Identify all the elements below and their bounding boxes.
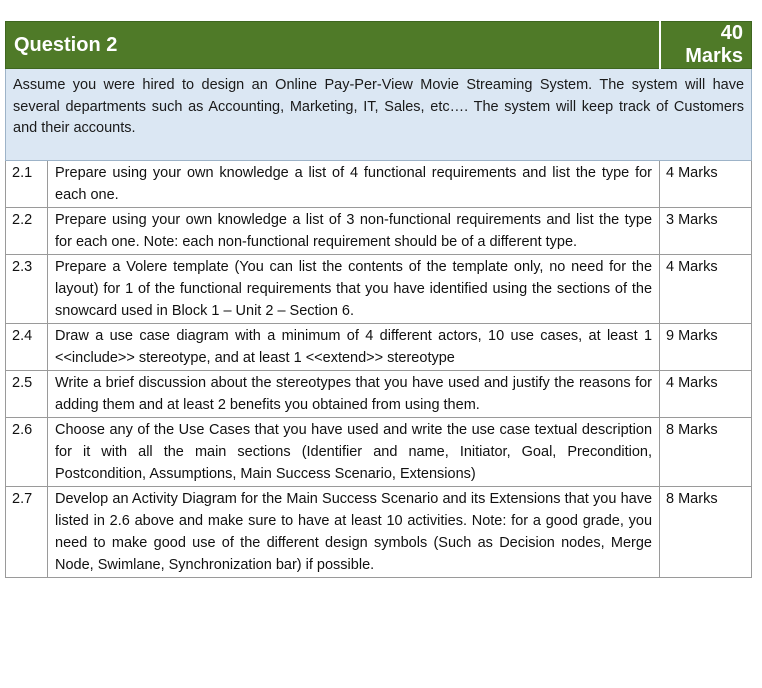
item-marks: 4 Marks xyxy=(660,370,752,417)
item-text: Prepare using your own knowledge a list of 3 non-functional requirements and list the type for each one. Note: each non-functional requirement should be of a different type. xyxy=(48,207,660,254)
question-item xyxy=(6,417,752,486)
question-item xyxy=(6,323,752,370)
question-item xyxy=(6,160,752,207)
question-intro xyxy=(6,69,752,161)
item-marks: 4 Marks xyxy=(660,254,752,323)
item-marks: 8 Marks xyxy=(660,486,752,577)
item-number: 2.3 xyxy=(6,254,48,323)
question-item xyxy=(6,370,752,417)
question-title: Question 2 xyxy=(6,22,660,69)
item-text: Choose any of the Use Cases that you have used and write the use case textual description for it with all the main sections (Identifier and name, Initiator, Goal, Precondition, Postcondition, Assumptions, Main Success Scenario, Extensions) xyxy=(48,417,660,486)
item-text: Prepare using your own knowledge a list of 4 functional requirements and list the type for each one. xyxy=(48,160,660,207)
item-text: Draw a use case diagram with a minimum of 4 different actors, 10 use cases, at least 1 <<include>> stereotype, and at least 1 <<extend>> stereotype xyxy=(48,323,660,370)
item-text: Prepare a Volere template (You can list the contents of the template only, no need for the layout) for 1 of the functional requirements that you have identified using the sections of the snowcard used in Block 1 – Unit 2 – Section 6. xyxy=(48,254,660,323)
item-number: 2.7 xyxy=(6,486,48,577)
requirements-list xyxy=(6,160,752,577)
item-text: Write a brief discussion about the stereotypes that you have used and justify the reasons for adding them and at least 2 benefits you obtained from using them. xyxy=(48,370,660,417)
intro-text: Assume you were hired to design an Online Pay-Per-View Movie Streaming System. The system will have several departments such as Accounting, Marketing, IT, Sales, etc…. The system will keep track of Customers and their accounts. xyxy=(6,69,752,161)
item-number: 2.5 xyxy=(6,370,48,417)
item-number: 2.1 xyxy=(6,160,48,207)
question-item xyxy=(6,486,752,577)
item-marks: 9 Marks xyxy=(660,323,752,370)
question-block xyxy=(5,21,751,578)
item-text: Develop an Activity Diagram for the Main Success Scenario and its Extensions that you have listed in 2.6 above and make sure to have at least 10 activities. Note: for a good grade, you need to make good use of the different design symbols (Such as Decision nodes, Merge Node, Swimlane, Synchronization bar) if possible. xyxy=(48,486,660,577)
question-item xyxy=(6,254,752,323)
item-number: 2.6 xyxy=(6,417,48,486)
item-marks: 3 Marks xyxy=(660,207,752,254)
question-item xyxy=(6,207,752,254)
question-table xyxy=(5,21,752,578)
item-marks: 8 Marks xyxy=(660,417,752,486)
item-number: 2.2 xyxy=(6,207,48,254)
question-header xyxy=(6,22,752,69)
question-total-marks: 40 Marks xyxy=(660,22,752,69)
item-number: 2.4 xyxy=(6,323,48,370)
item-marks: 4 Marks xyxy=(660,160,752,207)
